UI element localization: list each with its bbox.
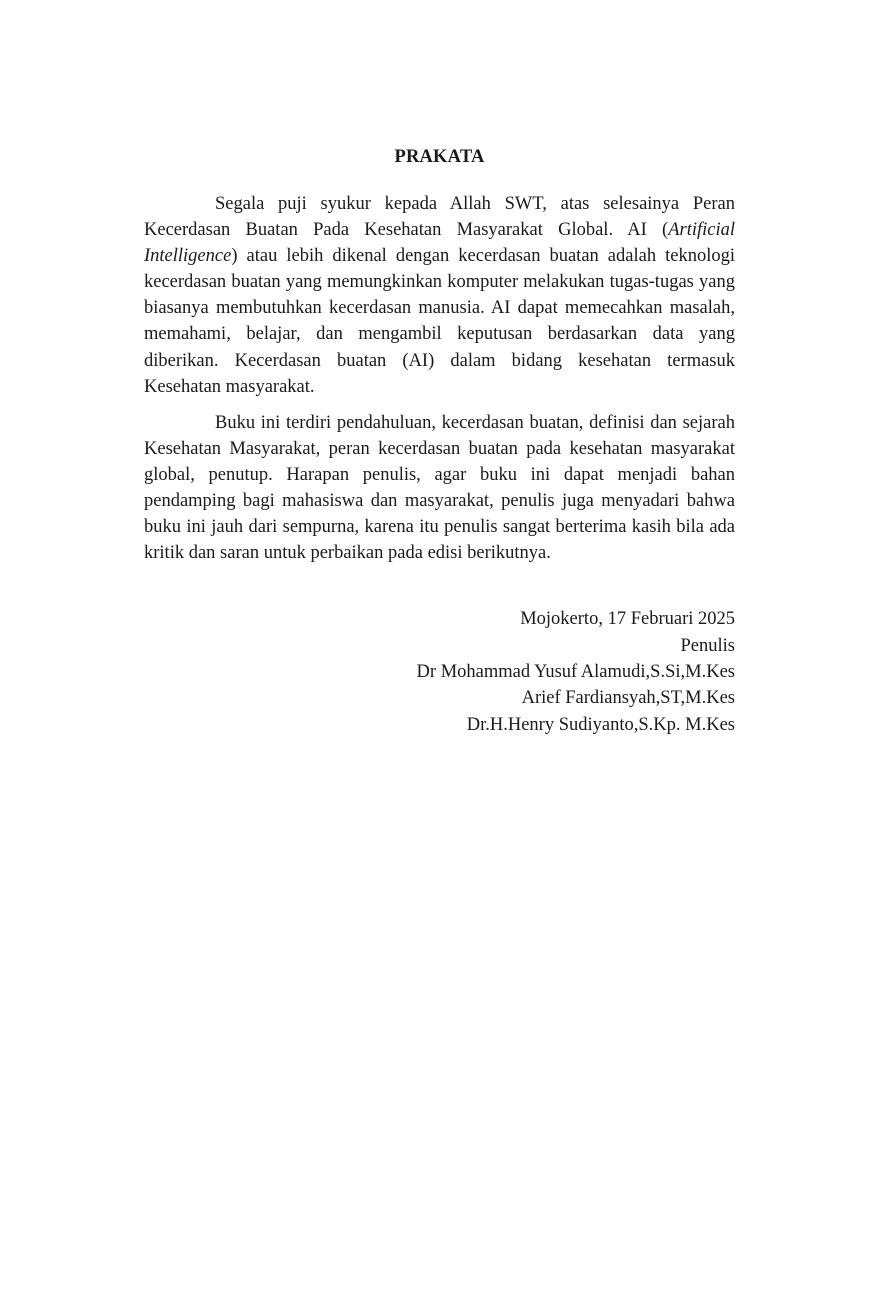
preface-body — [144, 191, 735, 566]
author-name-2: Arief Fardiansyah,ST,M.Kes — [521, 688, 735, 709]
preface-paragraph-1 — [144, 191, 735, 400]
place-date: Mojokerto, 17 Februari 2025 — [520, 609, 735, 630]
paragraph-1-text-a: Segala puji syukur kepada Allah SWT, atas selesainya Peran Kecerdasan Buatan Pada Kesehatan Masyarakat Global. AI ( — [144, 194, 735, 241]
author-name-3: Dr.H.Henry Sudiyanto,S.Kp. M.Kes — [466, 714, 735, 735]
preface-paragraph-2 — [144, 410, 735, 567]
signature-block — [144, 606, 735, 737]
page-title: PRAKATA — [394, 147, 485, 167]
paragraph-2-text: Buku ini terdiri pendahuluan, kecerdasan buatan, definisi dan sejarah Kesehatan Masyarakat, peran kecerdasan buatan pada kesehatan masyarakat global, penutup. Harapan penulis, agar buku ini dapat menjadi bahan pendamping bagi mahasiswa dan masyarakat, penulis juga menyadari bahwa buku ini jauh dari sempurna, karena itu penulis sangat berterima kasih bila ada kritik dan saran untuk perbaikan pada edisi berikutnya. — [144, 412, 735, 564]
paragraph-1-italic-term: Artificial Intelligence — [144, 220, 735, 267]
paragraph-1-text-b: ) atau lebih dikenal dengan kecerdasan buatan adalah teknologi kecerdasan buatan yang memungkinkan komputer melakukan tugas-tugas yang biasanya membutuhkan kecerdasan manusia. AI dapat memecahkan masalah, memahami, belajar, dan mengambil keputusan berdasarkan data yang diberikan. Kecerdasan buatan (AI) dalam bidang kesehatan termasuk Kesehatan masyarakat. — [144, 246, 735, 397]
signature-role: Penulis — [680, 635, 735, 656]
page-content — [144, 142, 735, 738]
author-name-1: Dr Mohammad Yusuf Alamudi,S.Si,M.Kes — [416, 661, 735, 682]
